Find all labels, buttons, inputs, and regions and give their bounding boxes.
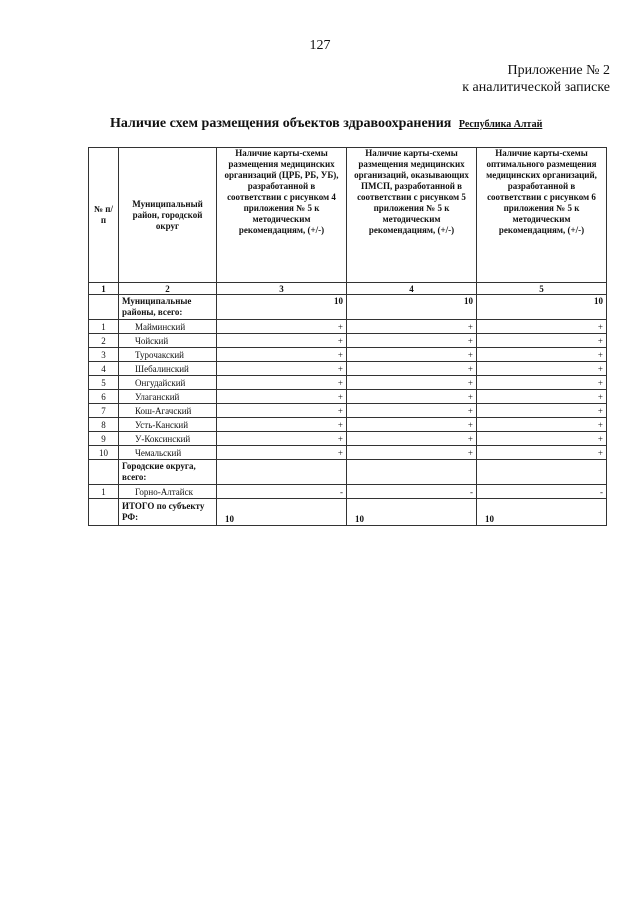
- cell-value: +: [477, 348, 607, 362]
- grand-total-value: 10: [477, 499, 607, 526]
- cell-value: +: [477, 432, 607, 446]
- empty-cell: [89, 295, 119, 320]
- cell-value: +: [347, 362, 477, 376]
- table-row: [89, 432, 607, 446]
- row-number: 9: [89, 432, 119, 446]
- cell-value: +: [217, 376, 347, 390]
- cell-value: -: [217, 485, 347, 499]
- cell-value: +: [217, 320, 347, 334]
- page-number: 127: [309, 38, 331, 53]
- header-district: Муниципальный район, городской округ: [119, 148, 217, 283]
- grand-total-row: [89, 499, 607, 526]
- cell-value: +: [477, 446, 607, 460]
- row-number: 10: [89, 446, 119, 460]
- district-name: Турочакский: [119, 348, 217, 362]
- document-title: [110, 116, 630, 132]
- cell-value: +: [477, 320, 607, 334]
- district-name: Кош-Агачский: [119, 404, 217, 418]
- cell-value: +: [217, 334, 347, 348]
- district-name: Шебалинский: [119, 362, 217, 376]
- cell-value: +: [347, 446, 477, 460]
- col-number: 1: [89, 283, 119, 295]
- row-number: 5: [89, 376, 119, 390]
- table-row: [89, 376, 607, 390]
- table-row: [89, 348, 607, 362]
- header-col5: Наличие карты-схемы оптимального размещения медицинских организаций, разработанной в соответствии с рисунком 6 приложения № 5 к методическим рекомендациям, (+/-): [477, 148, 607, 283]
- empty-cell: [89, 499, 119, 526]
- empty-cell: [217, 460, 347, 485]
- title-main: Наличие схем размещения объектов здравоохранения: [110, 116, 452, 131]
- table-row: [89, 390, 607, 404]
- district-name: У-Коксинский: [119, 432, 217, 446]
- cell-value: -: [477, 485, 607, 499]
- table-row: [89, 334, 607, 348]
- header-row: [89, 148, 607, 283]
- row-number: 3: [89, 348, 119, 362]
- cell-value: +: [477, 362, 607, 376]
- city-name: Горно-Алтайск: [119, 485, 217, 499]
- cell-value: +: [477, 404, 607, 418]
- table-row: [89, 446, 607, 460]
- row-number: 4: [89, 362, 119, 376]
- grand-total-label: ИТОГО по субъекту РФ:: [119, 499, 217, 526]
- col-number: 3: [217, 283, 347, 295]
- header-col3: Наличие карты-схемы размещения медицинских организаций (ЦРБ, РБ, УБ), разработанной в соответствии с рисунком 4 приложения № 5 к методическим рекомендациям, (+/-): [217, 148, 347, 283]
- cell-value: +: [347, 418, 477, 432]
- city-total-row: [89, 460, 607, 485]
- cell-value: +: [347, 376, 477, 390]
- facilities-table: [88, 147, 607, 526]
- cell-value: +: [217, 404, 347, 418]
- district-name: Чемальский: [119, 446, 217, 460]
- cell-value: +: [347, 390, 477, 404]
- empty-cell: [89, 460, 119, 485]
- district-name: Онгудайский: [119, 376, 217, 390]
- cell-value: +: [347, 334, 477, 348]
- header-col4: Наличие карты-схемы размещения медицинских организаций, оказывающих ПМСП, разработанной в соответствии с рисунком 5 приложения № 5 к методическим рекомендациям, (+/-): [347, 148, 477, 283]
- col-number: 5: [477, 283, 607, 295]
- district-name: Усть-Канский: [119, 418, 217, 432]
- header-num: № п/п: [89, 148, 119, 283]
- municipal-total-value: 10: [217, 295, 347, 320]
- cell-value: +: [217, 432, 347, 446]
- municipal-total-label: Муниципальные районы, всего:: [119, 295, 217, 320]
- row-number: 8: [89, 418, 119, 432]
- district-name: Чойский: [119, 334, 217, 348]
- cell-value: +: [477, 334, 607, 348]
- empty-cell: [347, 460, 477, 485]
- cell-value: +: [217, 348, 347, 362]
- cell-value: +: [477, 418, 607, 432]
- appendix-heading: [462, 62, 610, 96]
- appendix-line-2: к аналитической записке: [462, 80, 610, 95]
- cell-value: +: [217, 362, 347, 376]
- cell-value: +: [477, 376, 607, 390]
- col-number: 4: [347, 283, 477, 295]
- table-row: [89, 320, 607, 334]
- row-number: 1: [89, 485, 119, 499]
- cell-value: +: [217, 390, 347, 404]
- table-row: [89, 404, 607, 418]
- municipal-total-value: 10: [477, 295, 607, 320]
- col-number: 2: [119, 283, 217, 295]
- cell-value: +: [347, 348, 477, 362]
- table-row: [89, 418, 607, 432]
- cell-value: +: [347, 404, 477, 418]
- row-number: 2: [89, 334, 119, 348]
- row-number: 1: [89, 320, 119, 334]
- column-number-row: [89, 283, 607, 295]
- cell-value: +: [477, 390, 607, 404]
- appendix-line-1: Приложение № 2: [507, 63, 610, 78]
- row-number: 7: [89, 404, 119, 418]
- cell-value: +: [347, 320, 477, 334]
- cell-value: +: [217, 418, 347, 432]
- grand-total-value: 10: [347, 499, 477, 526]
- municipal-total-row: [89, 295, 607, 320]
- cell-value: +: [347, 432, 477, 446]
- row-number: 6: [89, 390, 119, 404]
- empty-cell: [477, 460, 607, 485]
- table-row: [89, 485, 607, 499]
- title-region: Республика Алтай: [458, 119, 543, 130]
- cell-value: +: [217, 446, 347, 460]
- grand-total-value: 10: [217, 499, 347, 526]
- district-name: Улаганский: [119, 390, 217, 404]
- municipal-total-value: 10: [347, 295, 477, 320]
- cell-value: -: [347, 485, 477, 499]
- table-row: [89, 362, 607, 376]
- city-total-label: Городские округа, всего:: [119, 460, 217, 485]
- district-name: Майминский: [119, 320, 217, 334]
